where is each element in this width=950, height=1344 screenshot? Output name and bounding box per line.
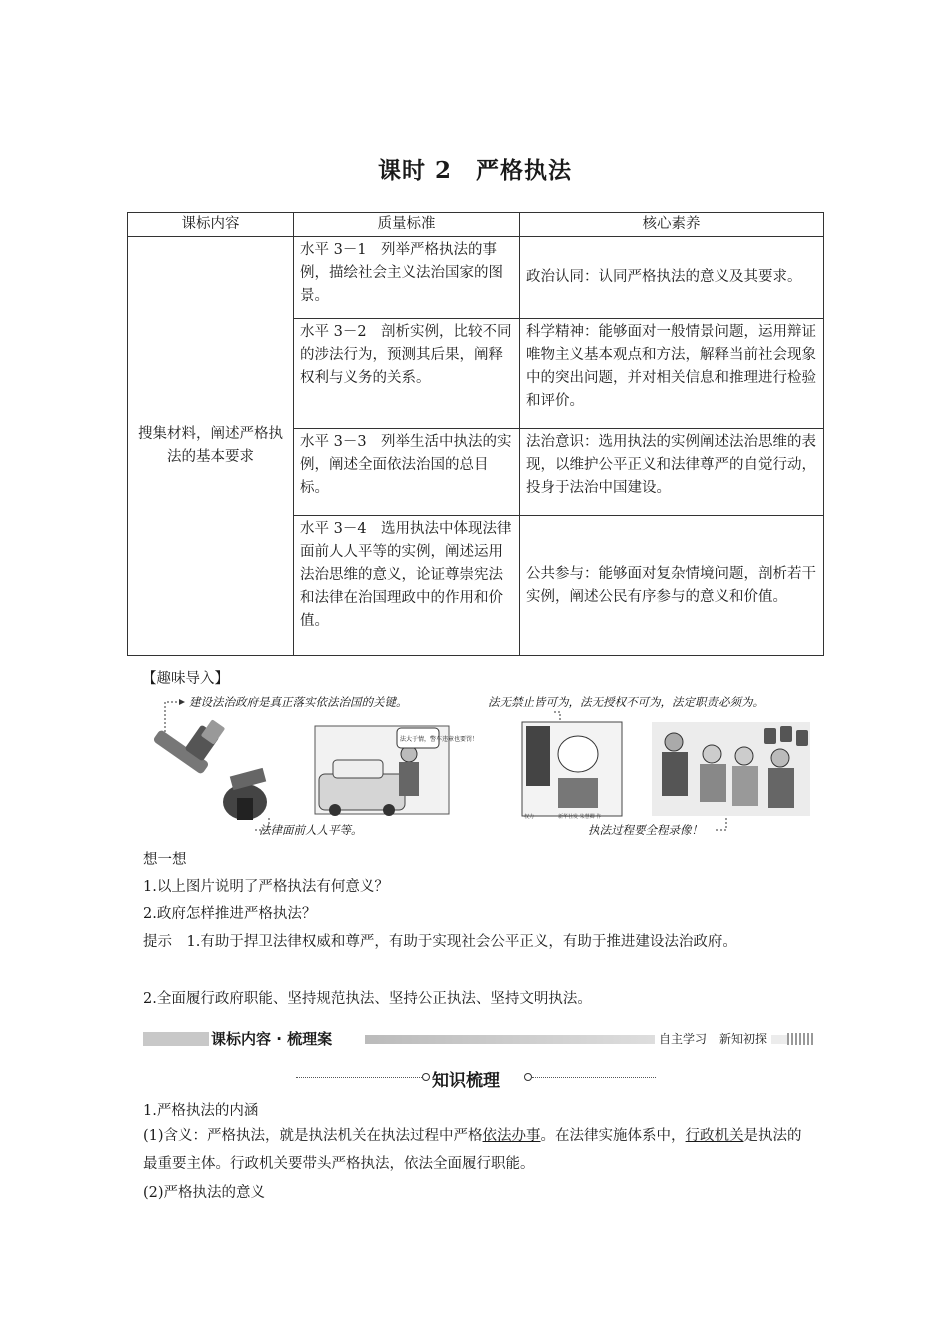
question-2: 2.政府怎样推进严格执法？ xyxy=(143,906,317,922)
page-title: 课时 2 严格执法 xyxy=(377,157,572,184)
core-literacy-cell: 政治认同：认同严格执法的意义及其要求。 xyxy=(520,237,824,319)
svg-text:权力: 权力 xyxy=(524,814,535,820)
core-literacy-cell: 科学精神：能够面对一般情景问题，运用辩证唯物主义基本观点和方法，解释当前社会现象中的突出问题，并对相关信息和推理进行检验和评价。 xyxy=(520,319,824,429)
gavel-icon xyxy=(152,719,225,775)
blank-answer: 行政机关 xyxy=(685,1128,744,1144)
quality-standard-cell: 水平 3－4 选用执法中体现法律面前人人平等的实例，阐述运用法治思维的意义，论证尊崇宪法和法律在治国理政中的作用和价值。 xyxy=(294,516,520,656)
money-bag-icon xyxy=(223,768,267,820)
intro-label: 【趣味导入】 xyxy=(142,671,229,687)
speech-bubble-text: 法大于情，警车违章也要罚！ xyxy=(400,736,479,743)
knowledge-title-text: 知识梳理 xyxy=(432,1071,500,1091)
caption-text: 法无禁止皆可为，法无授权不可为，法定职责必须为。 xyxy=(488,695,764,709)
section-banner xyxy=(143,1030,815,1048)
caption-text: 建设法治政府是真正落实依法治国的关键。 xyxy=(189,695,408,709)
core-literacy-cell: 公共参与：能够面对复杂情境问题，剖析若干实例，阐述公民有序参与的意义和价值。 xyxy=(520,516,824,656)
blank-answer: 依法办事 xyxy=(482,1128,541,1144)
table-header: 核心素养 xyxy=(520,213,824,237)
hint-answer-2: 2.全面履行政府职能、坚持规范执法、坚持公正执法、坚持文明执法。 xyxy=(143,991,592,1007)
hint-answer-1: 提示 1.有助于捍卫法律权威和尊严，有助于实现社会公平正义，有助于推进建设法治政府。 xyxy=(143,934,737,950)
curriculum-standards-table xyxy=(127,212,824,656)
significance-heading: (2)严格执法的意义 xyxy=(143,1185,266,1201)
quality-standard-cell: 水平 3－1 列举严格执法的事例，描绘社会主义法治国家的图景。 xyxy=(294,237,520,319)
cartoon-rule-of-law xyxy=(143,690,479,840)
course-content-cell: 搜集材料，阐述严格执法的基本要求 xyxy=(128,237,294,656)
banner-title: 课标内容 · 梳理案 xyxy=(211,1030,333,1048)
heading-connotation: 1.严格执法的内涵 xyxy=(143,1103,259,1119)
banner-subtitle: 自主学习 新知初探 xyxy=(655,1030,771,1047)
caption-text: 执法过程要全程录像！ xyxy=(588,823,703,837)
quality-standard-cell: 水平 3－3 列举生活中执法的实例，阐述全面依法治国的总目标。 xyxy=(294,429,520,516)
caption-text: 法律面前人人平等。 xyxy=(259,823,363,837)
quality-standard-cell: 水平 3－2 剖析实例，比较不同的涉法行为，预测其后果，阐释权利与义务的关系。 xyxy=(294,319,520,429)
police-officer-icon xyxy=(399,746,419,796)
hint-label: 提示 xyxy=(143,934,187,950)
credit-text: 新华社发 朱慧卿 作 xyxy=(558,814,602,820)
table-header: 课标内容 xyxy=(128,213,294,237)
core-literacy-cell: 法治意识：选用执法的实例阐述法治思维的表现，以维护公平正义和法律尊严的自觉行动，投身于法治中国建设。 xyxy=(520,429,824,516)
knowledge-title xyxy=(296,1066,656,1090)
think-heading: 想一想 xyxy=(143,852,187,868)
definition-paragraph: (1)含义：严格执法，就是执法机关在执法过程中严格依法办事。在法律实施体系中，行政机关是执法的最重要主体。行政机关要带头严格执法，依法全面履行职能。 xyxy=(143,1128,802,1172)
table-header: 质量标准 xyxy=(294,213,520,237)
cartoon-law-enforcement xyxy=(488,690,818,840)
question-1: 1.以上图片说明了严格执法有何意义？ xyxy=(143,879,389,895)
